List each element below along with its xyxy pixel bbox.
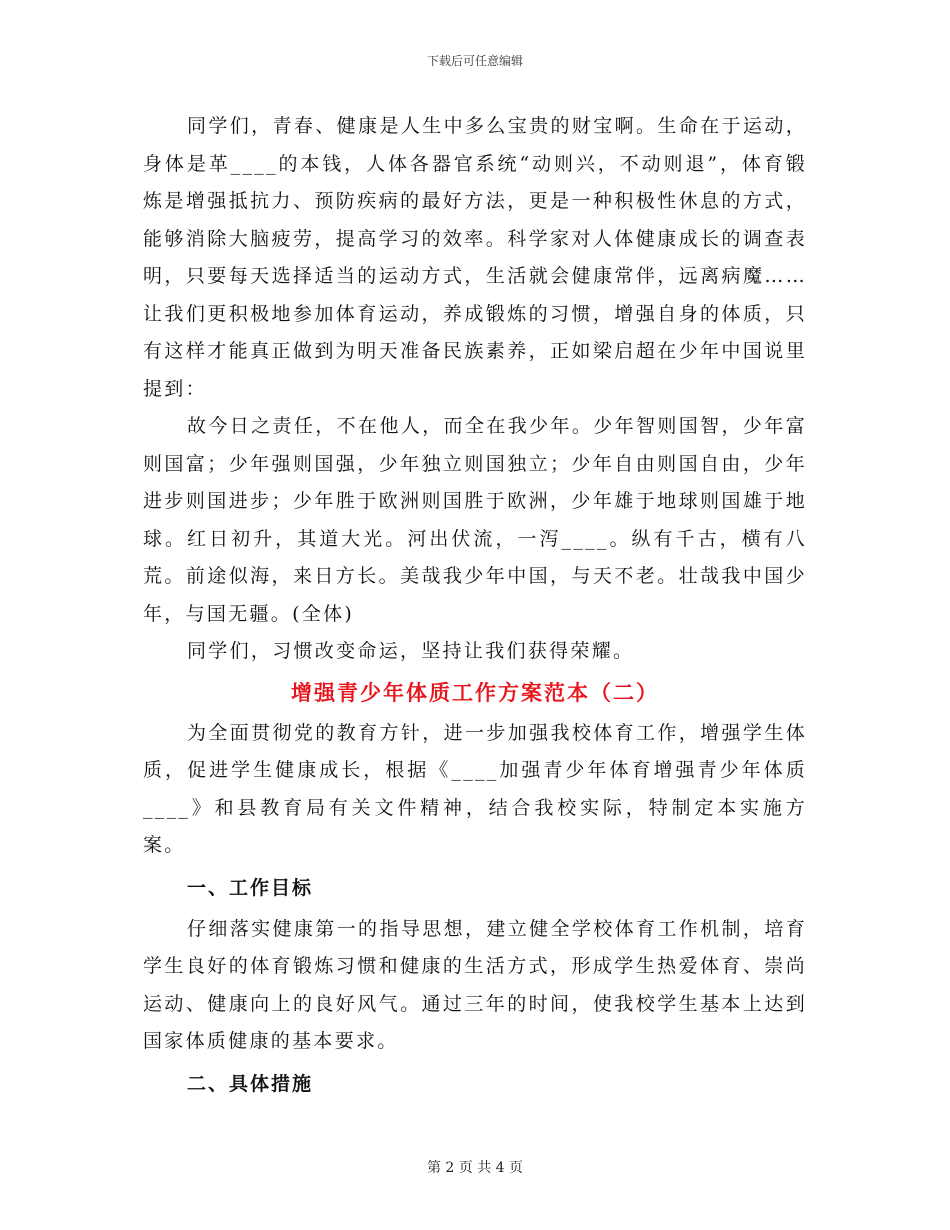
heading-work-goal: 一、工作目标 <box>187 876 314 899</box>
paragraph-intro: 为全面贯彻党的教育方针，进一步加强我校体育工作，增强学生体质，促进学生健康成长，根据《____加强青少年体育增强青少年体质____》和县教育局有关文件精神，结合我校实际，特制定本实施方案。 <box>143 721 807 856</box>
heading-measures: 二、具体措施 <box>187 1072 314 1095</box>
paragraph-health: 同学们，青春、健康是人生中多么宝贵的财宝啊。生命在于运动，身体是革____的本钱，人体各器官系统“动则兴，不动则退”，体育锻炼是增强抵抗力、预防疾病的最好方法，更是一种积极性休息的方式，能够消除大脑疲劳，提高学习的效率。科学家对人体健康成长的调查表明，只要每天选择适当的运动方式，生活就会健康常伴，远离病魔……让我们更积极地参加体育运动，养成锻炼的习惯，增强自身的体质，只有这样才能真正做到为明天准备民族素养，正如梁启超在少年中国说里提到： <box>143 115 807 400</box>
paragraph-quote: 故今日之责任，不在他人，而全在我少年。少年智则国智，少年富则国富；少年强则国强，少年独立则国独立；少年自由则国自由，少年进步则国进步；少年胜于欧洲则国胜于欧洲，少年雄于地球则国雄于地球。红日初升，其道大光。河出伏流，一泻____。纵有千古，横有八荒。前途似海，来日方长。美哉我少年中国，与天不老。壮哉我中国少年，与国无疆。(全体) <box>143 415 807 625</box>
paragraph-goal: 仔细落实健康第一的指导思想，建立健全学校体育工作机制，培育学生良好的体育锻炼习惯和健康的生活方式，形成学生热爱体育、崇尚运动、健康向上的良好风气。通过三年的时间，使我校学生基本上达到国家体质健康的基本要求。 <box>143 917 807 1052</box>
page-footer: 第 2 页 共 4 页 <box>426 1160 524 1176</box>
document-body <box>143 108 807 1107</box>
section-title: 增强青少年体质工作方案范本（二） <box>291 680 659 705</box>
page-header: 下载后可任意编辑 <box>426 54 523 68</box>
paragraph-closing: 同学们，习惯改变命运，坚持让我们获得荣耀。 <box>187 640 635 662</box>
